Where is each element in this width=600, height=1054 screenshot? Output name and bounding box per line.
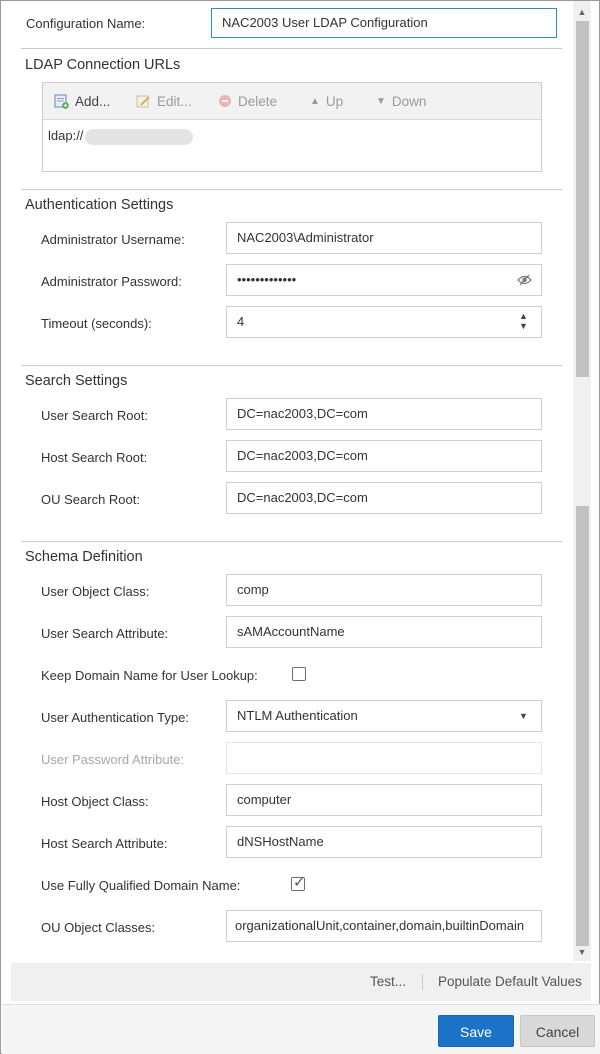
delete-url-label: Delete (238, 94, 278, 109)
config-name-label: Configuration Name: (26, 16, 146, 31)
add-url-button[interactable] (54, 83, 110, 120)
spinner-down-icon[interactable]: ▼ (519, 321, 528, 331)
host-search-root-label: Host Search Root: (41, 450, 148, 465)
user-password-attribute-input (226, 742, 542, 774)
user-auth-type-select[interactable] (226, 700, 542, 732)
user-auth-type-value: NTLM Authentication (237, 708, 358, 723)
chevron-down-icon[interactable]: ▼ (519, 711, 528, 721)
ou-object-classes-input[interactable]: organizationalUnit,container,domain,builtinDomain (226, 910, 542, 942)
user-search-root-input[interactable]: DC=nac2003,DC=com (226, 398, 542, 430)
redacted-host (85, 129, 193, 145)
keep-domain-checkbox[interactable] (292, 667, 306, 681)
delete-icon (218, 94, 232, 108)
host-object-class-input[interactable]: computer (226, 784, 542, 816)
timeout-input[interactable]: 4 (226, 306, 542, 338)
add-icon (54, 94, 69, 109)
dialog-footer (2, 1004, 600, 1054)
edit-url-button[interactable] (136, 83, 192, 120)
scroll-down-arrow-icon[interactable]: ▼ (577, 947, 587, 957)
arrow-up-icon: ▲ (310, 95, 320, 107)
ldap-url-toolbar (43, 83, 541, 120)
delete-url-button[interactable] (218, 83, 277, 120)
admin-password-label: Administrator Password: (41, 274, 182, 289)
move-up-button[interactable] (310, 83, 343, 120)
user-search-attribute-label: User Search Attribute: (41, 626, 169, 641)
scroll-up-arrow-icon[interactable]: ▲ (577, 7, 587, 17)
populate-defaults-button[interactable]: Populate Default Values (438, 974, 582, 989)
admin-username-label: Administrator Username: (41, 232, 185, 247)
user-auth-type-label: User Authentication Type: (41, 710, 189, 725)
scrollbar-thumb-lower[interactable] (576, 506, 589, 946)
user-password-attribute-label: User Password Attribute: (41, 752, 185, 767)
add-url-label: Add... (75, 94, 111, 109)
eye-slash-icon[interactable] (517, 274, 532, 286)
ou-search-root-label: OU Search Root: (41, 492, 140, 507)
ldap-url-entry[interactable] (48, 128, 193, 145)
spinner-up-icon[interactable]: ▲ (519, 311, 528, 321)
scrollbar-thumb-upper[interactable] (576, 21, 589, 377)
auth-settings-title: Authentication Settings (25, 197, 174, 213)
action-separator (422, 974, 423, 990)
host-search-attribute-label: Host Search Attribute: (41, 836, 168, 851)
user-search-attribute-input[interactable]: sAMAccountName (226, 616, 542, 648)
search-settings-title: Search Settings (25, 373, 128, 389)
move-down-label: Down (391, 94, 427, 109)
section-divider (21, 365, 562, 366)
ldap-urls-title: LDAP Connection URLs (25, 57, 181, 73)
checkmark-icon: ✓ (293, 874, 306, 891)
ldap-url-list (42, 82, 542, 172)
ldap-url-text: ldap:// (48, 128, 84, 143)
move-down-button[interactable] (376, 83, 426, 120)
admin-password-input[interactable] (226, 264, 542, 296)
section-divider (21, 189, 562, 190)
keep-domain-label: Keep Domain Name for User Lookup: (41, 668, 258, 683)
test-button[interactable]: Test... (370, 974, 407, 989)
section-divider (21, 48, 562, 49)
admin-password-value: ••••••••••••• (237, 272, 297, 287)
save-button[interactable]: Save (438, 1015, 514, 1047)
arrow-down-icon: ▼ (376, 95, 386, 107)
edit-icon (136, 94, 151, 109)
user-object-class-input[interactable]: comp (226, 574, 542, 606)
edit-url-label: Edit... (157, 94, 192, 109)
secondary-actions-bar (11, 963, 591, 1001)
ou-search-root-input[interactable]: DC=nac2003,DC=com (226, 482, 542, 514)
host-search-attribute-input[interactable]: dNSHostName (226, 826, 542, 858)
use-fqdn-label: Use Fully Qualified Domain Name: (41, 878, 241, 893)
user-search-root-label: User Search Root: (41, 408, 148, 423)
section-divider (21, 541, 562, 542)
ou-object-classes-label: OU Object Classes: (41, 920, 156, 935)
dialog-content (1, 1, 573, 961)
cancel-button[interactable]: Cancel (520, 1015, 595, 1047)
host-object-class-label: Host Object Class: (41, 794, 149, 809)
admin-username-input[interactable]: NAC2003\Administrator (226, 222, 542, 254)
move-up-label: Up (325, 94, 344, 109)
user-object-class-label: User Object Class: (41, 584, 150, 599)
timeout-label: Timeout (seconds): (41, 316, 152, 331)
host-search-root-input[interactable]: DC=nac2003,DC=com (226, 440, 542, 472)
schema-definition-title: Schema Definition (25, 549, 143, 565)
config-name-input[interactable]: NAC2003 User LDAP Configuration (211, 8, 557, 38)
